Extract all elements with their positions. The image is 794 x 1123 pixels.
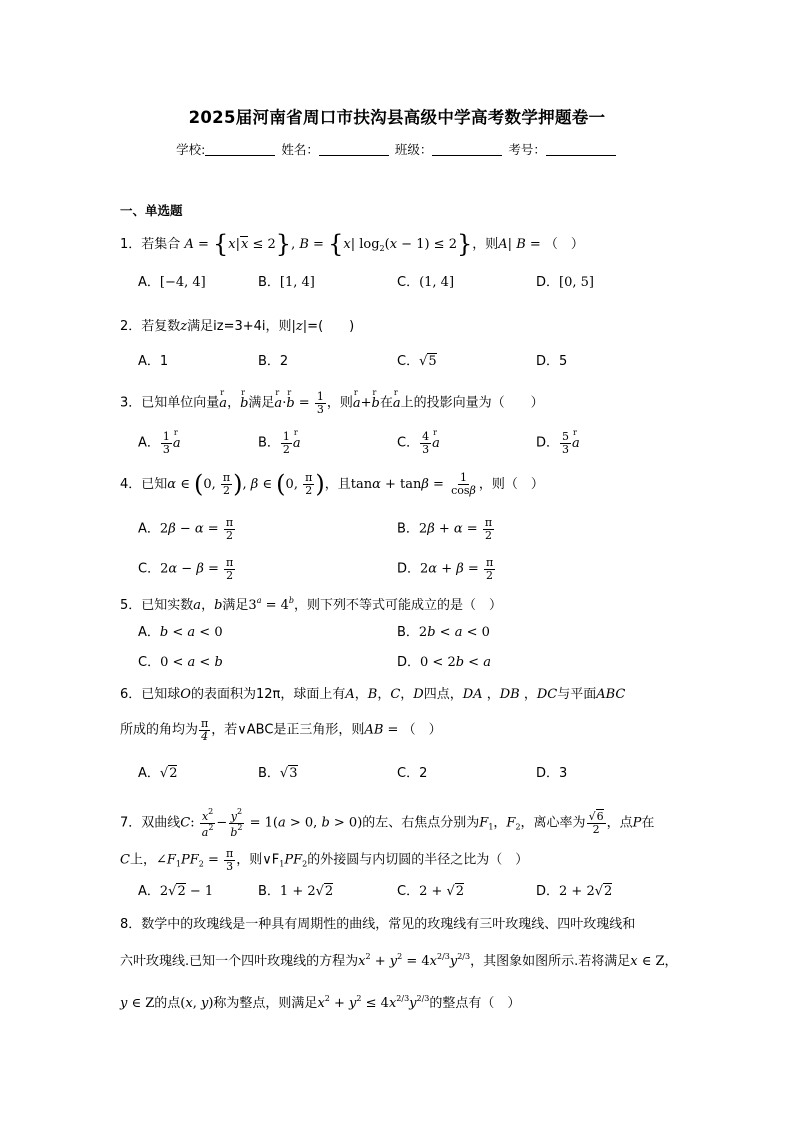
- question-2-option-b[interactable]: B．2: [258, 354, 289, 369]
- exam-no-label: 考号：: [508, 142, 546, 157]
- question-7-option-b[interactable]: B．1 + 2√2: [258, 884, 334, 899]
- question-5-option-d[interactable]: D．0 < 2b < a: [397, 655, 491, 670]
- name-blank[interactable]: [319, 143, 389, 156]
- question-5-option-c[interactable]: C．0 < a < b: [138, 655, 223, 670]
- question-1-option-a[interactable]: A．[−4, 4]: [138, 275, 206, 290]
- question-6-stem-line-2: 所成的角均为 $\frac{\pi}{4}$ ，若∨ABC是正三角形，则AB = （ ）: [120, 717, 442, 743]
- question-4-stem: 4．已知α ∈ (0, $\frac{\pi}{2}$ ), β ∈ (0, $\frac{\pi}{2}$ )，且tanα + tanβ = $\frac{1}{\cos\beta}$ ，则（ ）: [120, 470, 544, 498]
- question-6-option-b[interactable]: B．√3: [258, 766, 298, 781]
- question-4-option-a[interactable]: A．2β − α = $\frac{\pi}{2}$: [138, 516, 234, 542]
- school-label: 学校:: [176, 142, 206, 157]
- question-2-option-c[interactable]: C．√5: [397, 354, 437, 369]
- page-title: 2025届河南省周口市扶沟县高级中学高考数学押题卷一: [188, 108, 606, 127]
- question-4-option-d[interactable]: D．2α + β = $\frac{\pi}{2}$: [397, 556, 494, 582]
- name-label: 姓名：: [281, 142, 319, 157]
- class-blank[interactable]: [432, 143, 502, 156]
- question-6-stem-line-1: 6．已知球O的表面积为12π，球面上有A，B，C，D四点，DA ，DB ，DC与平面ABC: [120, 687, 626, 702]
- question-3-stem: 3．已知单位向量r a，r b满足r a·r b = $\frac{1}{3}$ ，则r a+r b在r a上的投影向量为（ ）: [120, 391, 544, 415]
- question-4-option-b[interactable]: B．2β + α = $\frac{\pi}{2}$: [397, 516, 493, 542]
- question-8-stem-line-3: y ∈ Z的点(x, y)称为整点，则满足$x^2 + y^2 \le 4x^{2/3}y^{2/3}$的整点有（ ）: [120, 994, 521, 1011]
- question-7-stem-line-2: C上，$\angle F_1PF_2$ = $\frac{\pi}{3}$ ，则$\vee F_1PF_2$的外接圆与内切圆的半径之比为（ ）: [120, 847, 529, 873]
- class-label: 班级：: [394, 142, 433, 157]
- exam-no-blank[interactable]: [546, 143, 616, 156]
- question-1-option-c[interactable]: C．(1, 4]: [397, 275, 455, 290]
- question-1-stem: 1．若集合 A = {x|x ≤ 2}, B = {x| $\log_2(x - 1) \le 2$}，则A| B = （ ）: [120, 230, 584, 258]
- question-7-option-a[interactable]: A．2√2 − 1: [138, 884, 214, 899]
- student-info-line: [0, 140, 794, 158]
- question-8-stem-line-2: 六叶玫瑰线.已知一个四叶玫瑰线的方程为$x^2 + y^2 = 4x^{2/3}y^{2/3}$，其图象如图所示.若将满足x ∈ Z，: [120, 952, 678, 969]
- question-3-option-d[interactable]: D． $\frac{5}{3}$ r a: [536, 431, 580, 455]
- question-8-stem-line-1: 8．数学中的玫瑰线是一种具有周期性的曲线，常见的玫瑰线有三叶玫瑰线、四叶玫瑰线和: [120, 917, 636, 932]
- question-7-option-d[interactable]: D．2 + 2√2: [536, 884, 613, 899]
- question-3-option-a[interactable]: A． $\frac{1}{3}$ r a: [138, 431, 181, 455]
- question-7-option-c[interactable]: C．2 + √2: [397, 884, 465, 899]
- section-heading: 一、单选题: [120, 203, 183, 218]
- question-6-option-c[interactable]: C．2: [397, 766, 428, 781]
- question-6-option-d[interactable]: D．3: [536, 766, 568, 781]
- question-5-stem: 5．已知实数a，b满足$3^a = 4^b$，则下列不等式可能成立的是（ ）: [120, 596, 503, 613]
- question-4-option-c[interactable]: C．2α − β = $\frac{\pi}{2}$: [138, 556, 234, 582]
- question-5-option-a[interactable]: A．b < a < 0: [138, 625, 223, 640]
- question-3-option-c[interactable]: C． $\frac{4}{3}$ r a: [397, 431, 440, 455]
- question-1-option-d[interactable]: D．[0, 5]: [536, 275, 594, 290]
- question-7-stem-line-1: 7．双曲线C: $\frac{x^2}{a^2}$ − $\frac{y^2}{b^2}$ = 1(a > 0, b > 0)的左、右焦点分别为$F_1$，$F_2$，离心率为 $\frac{√6}{2}$ ，点P在: [120, 807, 655, 839]
- question-5-option-b[interactable]: B．2b < a < 0: [397, 625, 490, 640]
- question-3-option-b[interactable]: B． $\frac{1}{2}$ r a: [258, 431, 301, 455]
- question-6-option-a[interactable]: A．√2: [138, 766, 178, 781]
- question-2-option-d[interactable]: D．5: [536, 354, 568, 369]
- question-1-option-b[interactable]: B．[1, 4]: [258, 275, 315, 290]
- question-2-option-a[interactable]: A．1: [138, 354, 169, 369]
- school-blank[interactable]: [205, 143, 275, 156]
- question-2-stem: 2．若复数z满足iz=3+4i，则|z|=( ): [120, 319, 355, 334]
